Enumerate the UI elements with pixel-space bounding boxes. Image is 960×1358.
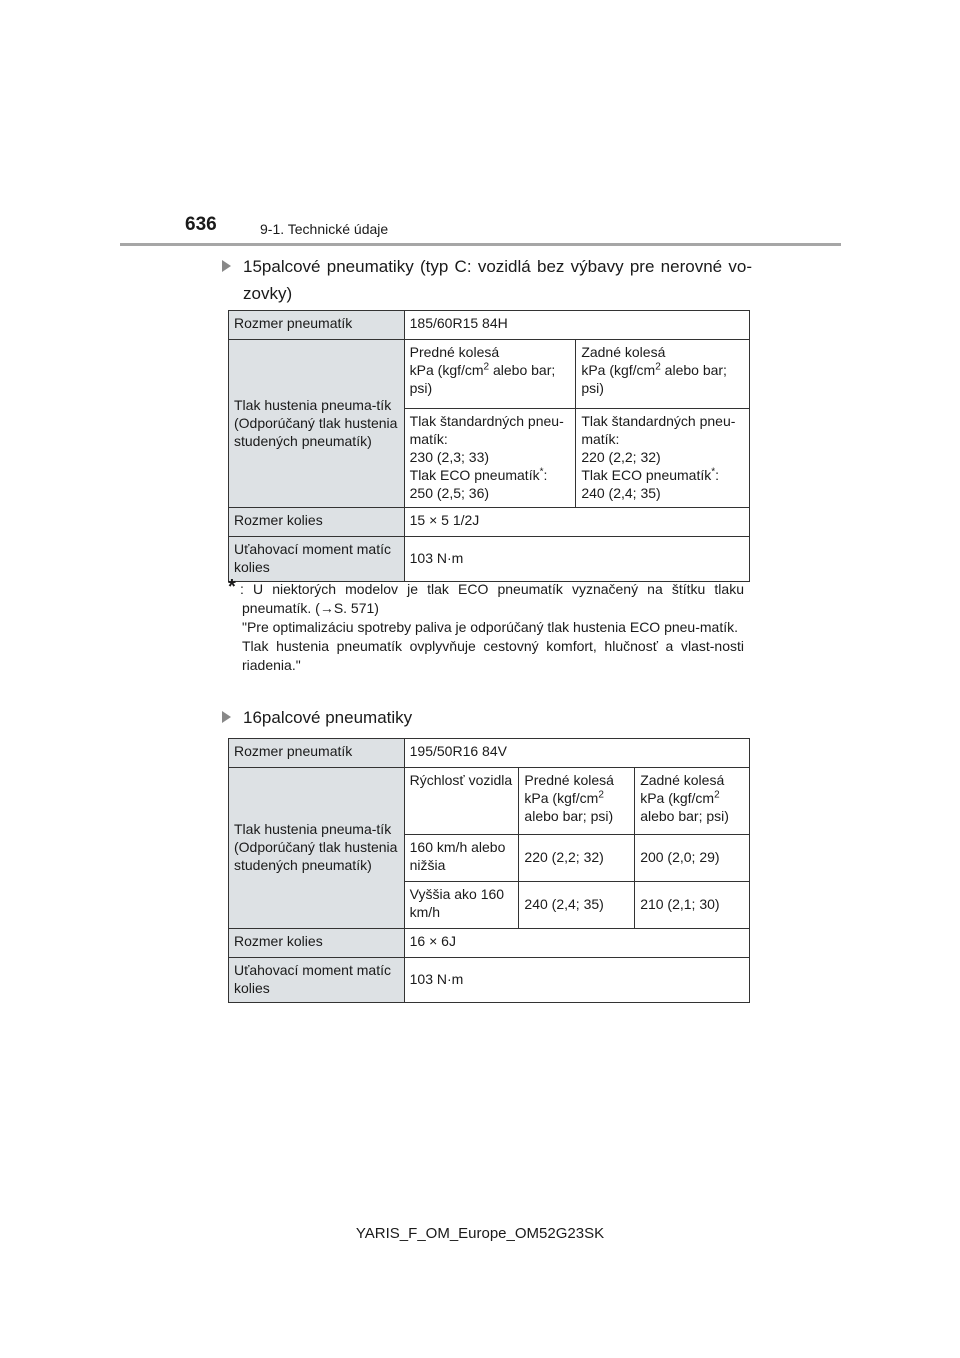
superscript: 2	[714, 789, 720, 801]
colon: :	[715, 467, 720, 483]
eco-pressure-value: 240 (2,4; 35)	[581, 485, 661, 501]
unit-text: alebo bar; psi)	[581, 362, 727, 396]
superscript: 2	[598, 789, 604, 801]
bullet-arrow-icon	[222, 260, 231, 272]
front-pressure-cell: 220 (2,2; 32)	[519, 835, 635, 882]
rear-wheels-header	[576, 340, 750, 409]
footnote	[228, 576, 744, 675]
footnote-line: Tlak hustenia pneumatík ovplyvňuje cestovný komfort, hlučnosť a vlast-nosti riadenia."	[242, 638, 744, 673]
table-row	[229, 929, 750, 958]
tire-spec-table-16inch	[228, 738, 750, 1003]
eco-pressure-value: 250 (2,5; 36)	[409, 485, 490, 501]
pressure-label: Tlak hustenia pneuma-tík (Odporúčaný tlak hustenia studených pneumatík)	[229, 768, 405, 929]
speed-cell: Vyššia ako 160 km/h	[404, 882, 519, 929]
eco-pressure-label	[581, 466, 744, 484]
table-row	[229, 340, 750, 409]
tire-size-label: Rozmer pneumatík	[229, 739, 405, 768]
rear-pressure-cell: 200 (2,0; 29)	[635, 835, 750, 882]
wheel-size-label: Rozmer kolies	[229, 929, 405, 958]
speed-header: Rýchlosť vozidla	[404, 768, 519, 835]
torque-label: Uťahovací moment matíc kolies	[229, 537, 405, 582]
footnote-marker: *	[711, 466, 716, 478]
front-wheels-header	[519, 768, 635, 835]
section-heading-text: 15palcové pneumatiky (typ C: vozidlá bez výbavy pre nerovné vo-zovky)	[243, 257, 752, 303]
table-row	[229, 958, 750, 1003]
section-heading-text: 16palcové pneumatiky	[243, 708, 413, 727]
rear-pressure-cell: 210 (2,1; 30)	[635, 882, 750, 929]
footnote-line: "Pre optimalizáciu spotreby paliva je odporúčaný tlak hustenia ECO pneu-matík.	[242, 619, 739, 635]
std-pressure-label: Tlak štandardných pneu-matík:	[409, 413, 564, 447]
header-text: alebo bar; psi)	[640, 808, 729, 824]
rear-header-unit	[581, 361, 744, 397]
rear-header-title: Zadné kolesá	[581, 344, 666, 360]
wheel-size-value: 16 × 6J	[404, 929, 749, 958]
table-row	[229, 311, 750, 340]
front-pressure-values	[404, 409, 576, 508]
table-row	[229, 739, 750, 768]
wheel-size-value: 15 × 5 1/2J	[404, 508, 749, 537]
header-text: alebo bar; psi)	[524, 808, 614, 824]
wheel-size-label: Rozmer kolies	[229, 508, 405, 537]
torque-value: 103 N·m	[404, 537, 749, 582]
eco-pressure-label	[410, 466, 571, 484]
superscript: 2	[655, 361, 661, 373]
header-text: Zadné kolesá kPa (kgf/cm	[640, 772, 725, 806]
std-pressure-value: 220 (2,2; 32)	[581, 449, 661, 465]
eco-label-text: Tlak ECO pneumatík	[409, 467, 540, 483]
footnote-line: : U niektorých modelov je tlak ECO pneumatík vyznačený na štítku tlaku pneumatík. (→S. 571)	[240, 581, 744, 616]
table-row	[229, 537, 750, 582]
rear-wheels-header	[635, 768, 750, 835]
torque-label: Uťahovací moment matíc kolies	[229, 958, 405, 1003]
front-header-title: Predné kolesá	[409, 344, 500, 360]
table-row	[229, 508, 750, 537]
front-wheels-header	[404, 340, 576, 409]
torque-value: 103 N·m	[404, 958, 749, 1003]
unit-text: alebo bar; psi)	[409, 362, 556, 396]
std-pressure-value: 230 (2,3; 33)	[409, 449, 490, 465]
colon: :	[543, 467, 548, 483]
document-id-footer: YARIS_F_OM_Europe_OM52G23SK	[355, 1225, 605, 1242]
std-pressure-label: Tlak štandardných pneu-matík:	[581, 413, 736, 447]
pressure-label: Tlak hustenia pneuma-tík (Odporúčaný tlak hustenia studených pneumatík)	[229, 340, 405, 508]
speed-cell: 160 km/h alebo nižšia	[404, 835, 519, 882]
section-heading-16inch	[222, 704, 752, 731]
footnote-asterisk: *	[228, 576, 236, 598]
tire-size-value: 195/50R16 84V	[404, 739, 749, 768]
unit-text: kPa (kgf/cm	[409, 362, 484, 378]
tire-size-label: Rozmer pneumatík	[229, 311, 405, 340]
tire-spec-table-15inch	[228, 310, 750, 582]
superscript: 2	[483, 361, 490, 373]
unit-text: kPa (kgf/cm	[581, 362, 656, 378]
footnote-body	[228, 576, 744, 675]
section-heading-15inch	[222, 253, 752, 307]
footnote-marker: *	[539, 466, 544, 478]
tire-size-value: 185/60R15 84H	[404, 311, 749, 340]
front-pressure-cell: 240 (2,4; 35)	[519, 882, 635, 929]
eco-label-text: Tlak ECO pneumatík	[581, 467, 712, 483]
page-number: 636	[185, 214, 217, 235]
chapter-title: 9-1. Technické údaje	[260, 221, 389, 237]
header-divider	[120, 243, 841, 246]
rear-pressure-values	[576, 409, 750, 508]
table-row	[229, 768, 750, 835]
header-text: Predné kolesá kPa (kgf/cm	[524, 772, 614, 806]
front-header-unit	[410, 361, 571, 397]
bullet-arrow-icon	[222, 711, 231, 723]
